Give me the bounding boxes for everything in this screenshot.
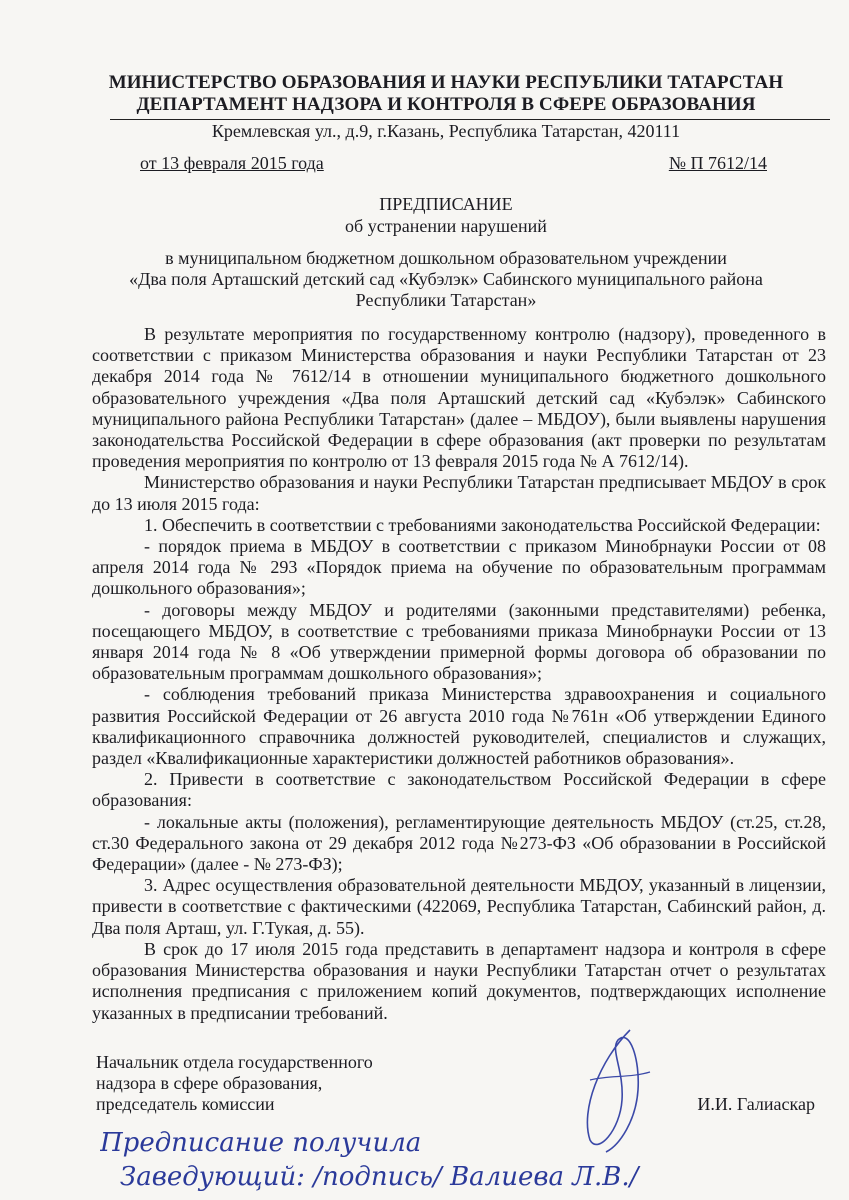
letterhead [96,72,796,116]
subject-line-1: в муниципальном бюджетном дошкольном образовательном учреждении [165,248,727,268]
subject-line-2: «Два поля Арташский детский сад «Кубэлэк» Сабинского муниципального района [129,269,763,289]
item-1-sub-3: - соблюдения требований приказа Министерства здравоохранения и социального развития Российской Федерации от 26 августа 2010 года №761н «Об утверждении Единого квалификационного справочника должностей руководителей, специалистов и служащих, раздел «Квалификационные характеристики должностей работников образования». [92,684,826,769]
signer-name: И.И. Галиаскар [697,1094,815,1114]
paragraph-order: Министерство образования и науки Республики Татарстан предписывает МБДОУ в срок до 13 июля 2015 года: [92,472,826,514]
item-1-sub-1: - порядок приема в МБДОУ в соответствии с приказом Минобрнауки России от 08 апреля 2014 года № 293 «Порядок приема на обучение по образовательным программам дошкольного образования»; [92,536,826,599]
item-1: 1. Обеспечить в соответствии с требованиями законодательства Российской Федерации: [144,514,821,535]
item-3: 3. Адрес осуществления образовательной деятельности МБДОУ, указанный в лицензии, привести в соответствие с фактическими (422069, Республика Татарстан, Сабинский район, д. Два поля Арташ, ул. Г.Тукая, д. 55). [92,875,826,938]
document-title [96,193,796,237]
handwritten-receipt-note [100,1125,800,1195]
title-subheading: об устранении нарушений [345,216,547,236]
title-heading: ПРЕДПИСАНИЕ [379,194,513,214]
item-1-sub-2: - договоры между МБДОУ и родителями (законными представителями) ребенка, посещающего МБДОУ, в соответствие с требованиями приказа Минобрнауки России от 13 января 2014 года № 8 «Об утверждении примерной формы договора об образовании по образовательным программам дошкольного образования»; [92,599,826,684]
department-name: ДЕПАРТАМЕНТ НАДЗОРА И КОНТРОЛЯ В СФЕРЕ ОБРАЗОВАНИЯ [136,94,756,115]
document-body [92,324,826,1024]
signer-line-1: Начальник отдела государственного [96,1052,373,1072]
address: Кремлевская ул., д.9, г.Казань, Республика Татарстан, 420111 [211,121,681,141]
item-2-sub-1: - локальные акты (положения), регламентирующие деятельность МБДОУ (ст.25, ст.28, ст.30 Федерального закона от 29 декабря 2012 года №273-ФЗ «Об образовании в Российской Федерации» (далее - № 273-ФЗ); [92,811,826,875]
signer-title [96,1052,373,1115]
paragraph-deadline: В срок до 17 июля 2015 года представить в департамент надзора и контроля в сфере образования Министерства образования и науки Республики Татарстан отчет о результатах исполнения предписания с приложением копий документов, подтверждающих исполнение указанных в предписании требований. [92,938,826,1023]
subject-line-3: Республики Татарстан» [355,290,537,310]
signer-line-3: председатель комиссии [96,1094,275,1114]
paragraph-findings: В результате мероприятия по государственному контролю (надзору), проведенного в соответствии с приказом Министерства образования и науки Республики Татарстан от 23 декабря 2014 года № 7612/14 в отношении муниципального бюджетного дошкольного образовательного учреждения «Два поля Арташский детский сад «Кубэлэк» Сабинского муниципального района Республики Татарстан» (далее – МБДОУ), были выявлены нарушения законодательства Российской Федерации в сфере образования (акт проверки по результатам проведения мероприятия по контролю от 13 февраля 2015 года № А 7612/14). [92,324,826,472]
handwritten-line-1: Предписание получила [100,1128,422,1158]
document-subject [96,248,796,311]
signer-line-2: надзора в сфере образования, [96,1073,323,1093]
item-2: 2. Привести в соответствие с законодательством Российской Федерации в сфере образования: [92,769,826,811]
ministry-name: МИНИСТЕРСТВО ОБРАЗОВАНИЯ И НАУКИ РЕСПУБЛИКИ ТАТАРСТАН [108,72,784,93]
document-number: № П 7612/14 [668,153,767,173]
handwritten-line-2: Заведующий: /подпись/ Валиева Л.В./ [120,1162,639,1192]
document-date: от 13 февраля 2015 года [140,153,324,173]
